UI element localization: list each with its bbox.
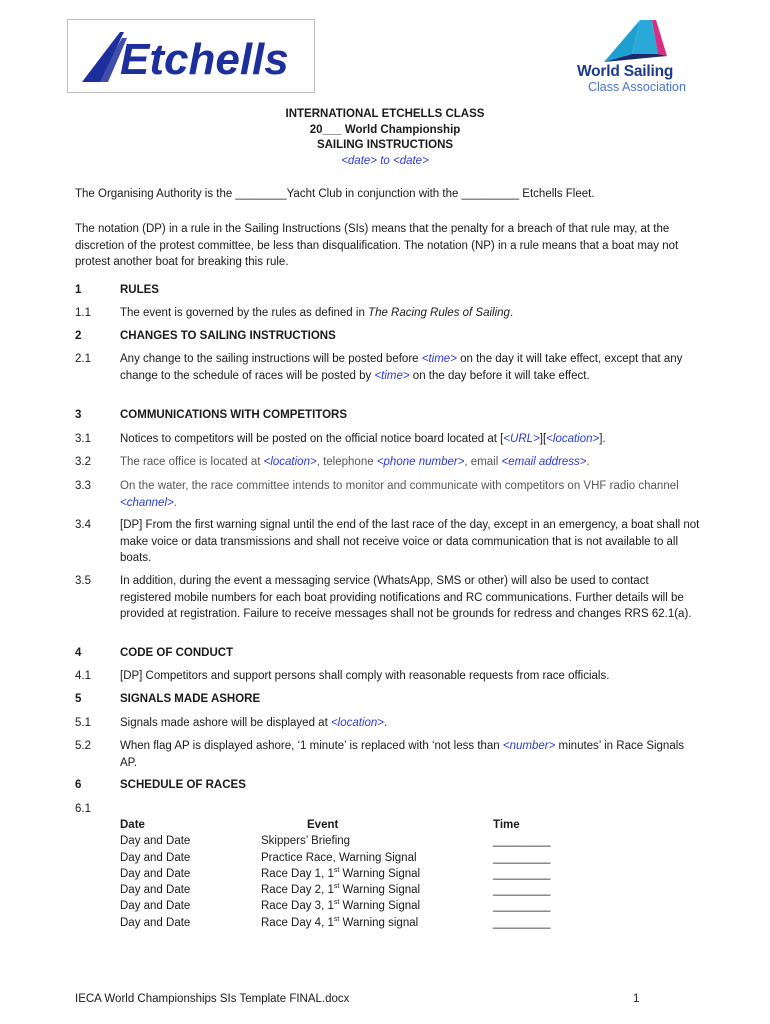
schedule-row-event: Skippers’ Briefing: [261, 835, 351, 848]
clause-3-5-number: 3.5: [75, 575, 91, 587]
clause-3-5-text: In addition, during the event a messaging service (WhatsApp, SMS or other) will also be used to contact registered mobile numbers for each boat providing notifications and RC communications. Further details will be provided at registration. Failure to receive messages shall not be grounds for redress and changes RRS 62.1(a).: [120, 575, 692, 620]
schedule-header-time: Time: [493, 819, 520, 831]
clause-3-4-text: [DP] From the first warning signal until the end of the last race of the day, except in an emergency, a boat shall not make voice or data transmissions and shall not receive voice or data communication that is not available to all boats.: [120, 519, 700, 564]
schedule-date-column: [120, 817, 190, 931]
section-4-title: CODE OF CONDUCT: [120, 647, 234, 659]
clause-3-1-text: Notices to competitors will be posted on the official notice board located at [<URL>][<location>].: [120, 433, 606, 445]
clause-3-1-number: 3.1: [75, 433, 91, 445]
schedule-row-time: _________: [493, 867, 551, 880]
schedule-row-date: Day and Date: [120, 851, 191, 864]
clause-1-1-text: The event is governed by the rules as defined in The Racing Rules of Sailing.: [120, 307, 514, 319]
clause-2-1-number: 2.1: [75, 353, 91, 365]
schedule-header-date: Date: [120, 819, 145, 831]
schedule-row-date: Day and Date: [120, 835, 191, 848]
footer-filename: IECA World Championships SIs Template FINAL.docx: [75, 993, 350, 1005]
schedule-row-event: Race Day 1, 1st Warning Signal: [261, 867, 421, 880]
section-3-number: 3: [75, 409, 82, 421]
etchells-logo: [67, 19, 315, 93]
schedule-row-time: _________: [493, 851, 551, 864]
schedule-row-event: Practice Race, Warning Signal: [261, 851, 417, 864]
clause-4-1-number: 4.1: [75, 670, 91, 682]
doc-title-class: INTERNATIONAL ETCHELLS CLASS: [285, 108, 485, 120]
schedule-row-time: _________: [493, 835, 551, 848]
schedule-row-time: _________: [493, 916, 551, 929]
clause-2-1-text: Any change to the sailing instructions will be posted before <time> on the day it will take effect, except that any change to the schedule of races will be posted by <time> on the day before it will take effect.: [120, 353, 683, 382]
clause-3-4-number: 3.4: [75, 519, 91, 531]
intro-notation: The notation (DP) in a rule in the Sailing Instructions (SIs) means that the penalty for a breach of that rule may, at the discretion of the protest committee, be less than disqualification. The notation (NP) in a rule means that a boat may not protest another boat for breaking this rule.: [75, 223, 679, 268]
world-sailing-title: World Sailing: [577, 63, 674, 80]
clause-3-2-text: The race office is located at <location>, telephone <phone number>, email <email address>.: [120, 456, 590, 468]
clause-3-2-number: 3.2: [75, 456, 91, 468]
etchells-logo-graphic: [80, 28, 304, 86]
schedule-time-column: [493, 817, 551, 931]
section-4-number: 4: [75, 647, 82, 659]
doc-date-range: <date> to <date>: [341, 155, 429, 167]
section-6-number: 6: [75, 779, 82, 791]
section-1-title: RULES: [120, 284, 159, 296]
schedule-row-date: Day and Date: [120, 884, 191, 897]
schedule-row-time: _________: [493, 900, 551, 913]
schedule-header-event: Event: [307, 819, 339, 831]
clause-5-2-number: 5.2: [75, 740, 91, 752]
section-5-title: SIGNALS MADE ASHORE: [120, 693, 261, 705]
schedule-row-event: Race Day 4, 1st Warning signal: [261, 915, 419, 929]
doc-title-sailing-instructions: SAILING INSTRUCTIONS: [316, 139, 454, 151]
schedule-row-date: Day and Date: [120, 916, 191, 929]
clause-5-1-text: Signals made ashore will be displayed at <location>.: [120, 717, 388, 729]
etchells-logo-text: Etchells: [120, 35, 289, 84]
section-2-number: 2: [75, 330, 82, 342]
clause-3-3-number: 3.3: [75, 480, 91, 492]
clause-4-1-text: [DP] Competitors and support persons shall comply with reasonable requests from race officials.: [120, 670, 610, 682]
section-1-number: 1: [75, 284, 82, 296]
clause-1-1-number: 1.1: [75, 307, 91, 319]
schedule-row-date: Day and Date: [120, 900, 191, 913]
schedule-row-event: Race Day 2, 1st Warning Signal: [261, 883, 421, 897]
doc-title-championship: 20___ World Championship: [309, 124, 461, 136]
section-6-title: SCHEDULE OF RACES: [120, 779, 246, 791]
schedule-row-time: _________: [493, 884, 551, 897]
section-5-number: 5: [75, 693, 82, 705]
footer-page-number: 1: [633, 993, 640, 1005]
section-2-title: CHANGES TO SAILING INSTRUCTIONS: [120, 330, 336, 342]
clause-5-1-number: 5.1: [75, 717, 91, 729]
clause-5-2-text: When flag AP is displayed ashore, ‘1 minute’ is replaced with ‘not less than <number> minutes’ in Race Signals AP.: [120, 740, 685, 769]
schedule-event-column: [261, 817, 420, 931]
clause-6-1-number: 6.1: [75, 803, 91, 815]
schedule-row-event: Race Day 3, 1st Warning Signal: [261, 899, 421, 913]
section-3-title: COMMUNICATIONS WITH COMPETITORS: [120, 409, 348, 421]
world-sailing-subtitle: Class Association: [588, 80, 686, 94]
schedule-row-date: Day and Date: [120, 867, 191, 880]
clause-3-3-text: On the water, the race committee intends to monitor and communicate with competitors on VHF radio channel <channel>.: [120, 480, 679, 509]
intro-organising-authority: The Organising Authority is the ________Yacht Club in conjunction with the _________ Etchells Fleet.: [75, 188, 595, 200]
